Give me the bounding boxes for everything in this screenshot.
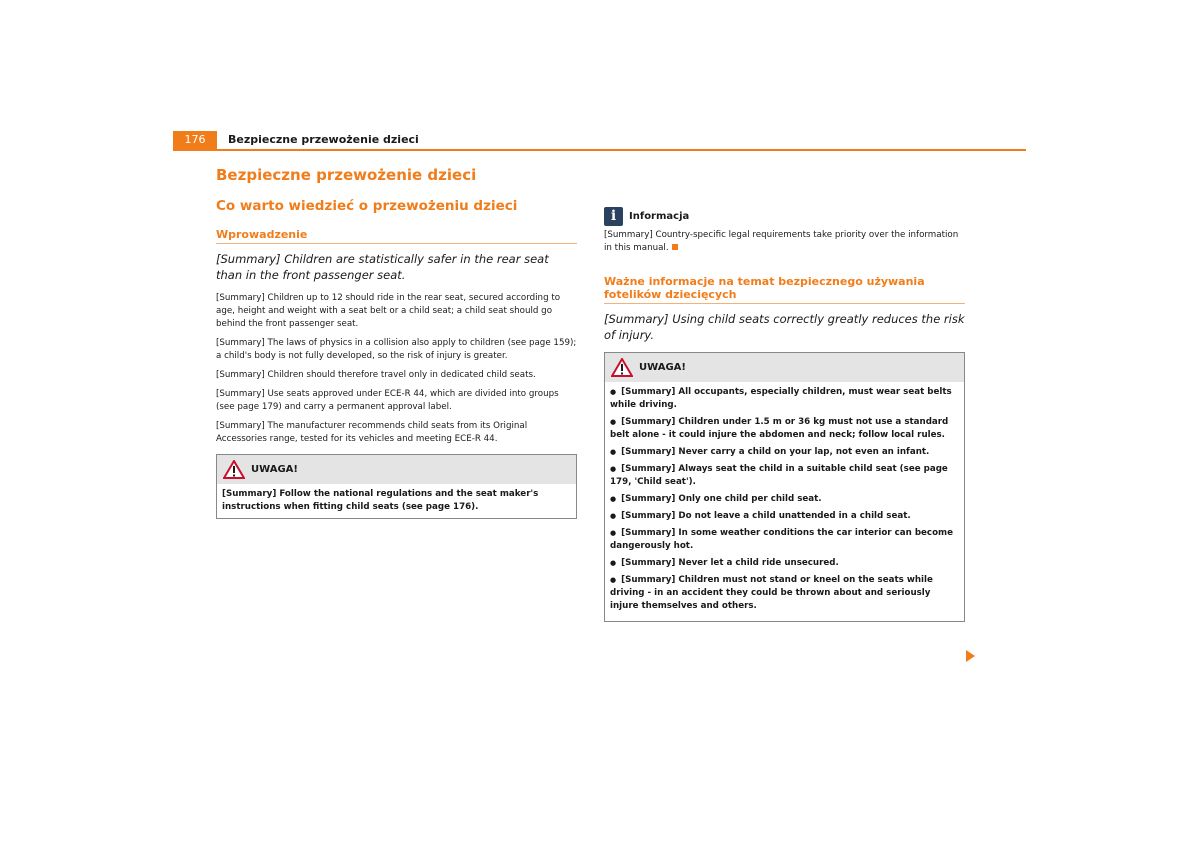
warning-triangle-icon	[611, 358, 633, 377]
body-paragraph: [Summary] Children should therefore travel only in dedicated child seats.	[216, 370, 536, 380]
warning-header	[605, 353, 964, 382]
warning-item: ● [Summary] All occupants, especially children, must wear seat belts while driving.	[610, 386, 959, 412]
warning-box	[216, 454, 577, 519]
warning-triangle-icon	[223, 460, 245, 479]
body-paragraph: [Summary] The laws of physics in a collision also apply to children (see page 159); a child's body is not fully developed, so the risk of injury is greater.	[216, 338, 577, 361]
chapter-title: Bezpieczne przewożenie dzieci	[216, 166, 477, 184]
lead-paragraph: [Summary] Using child seats correctly greatly reduces the risk of injury.	[604, 312, 965, 342]
lead-paragraph: [Summary] Children are statistically safer in the rear seat than in the front passenger seat.	[216, 252, 549, 282]
warning-item: ● [Summary] In some weather conditions the car interior can become dangerously hot.	[610, 527, 959, 553]
running-title: Bezpieczne przewożenie dzieci	[228, 133, 419, 146]
warning-item: ● [Summary] Only one child per child seat.	[610, 493, 959, 506]
warning-text: [Summary] Follow the national regulations and the seat maker's instructions when fitting child seats (see page 176).	[222, 489, 539, 512]
page-header	[173, 131, 1026, 151]
warning-item: ● [Summary] Never let a child ride unsecured.	[610, 557, 959, 570]
subsection-title: Wprowadzenie	[216, 228, 577, 244]
body-paragraph: [Summary] The manufacturer recommends child seats from its Original Accessories range, tested for its vehicles and meeting ECE-R 44.	[216, 421, 528, 444]
body-paragraph: [Summary] Children up to 12 should ride in the rear seat, secured according to age, height and weight with a seat belt or a child seat; a child seat should go behind the front passenger seat.	[216, 293, 561, 329]
warning-item: ● [Summary] Children under 1.5 m or 36 kg must not use a standard belt alone - it could injure the abdomen and neck; follow local rules.	[610, 416, 959, 442]
warning-title: UWAGA!	[639, 362, 686, 373]
warning-item: ● [Summary] Do not leave a child unattended in a child seat.	[610, 510, 959, 523]
warning-item: ● [Summary] Never carry a child on your lap, not even an infant.	[610, 446, 959, 459]
end-of-section-icon	[672, 244, 678, 250]
warning-header	[217, 455, 576, 484]
warning-item: ● [Summary] Children must not stand or kneel on the seats while driving - in an accident they could be thrown about and seriously injure themselves and others.	[610, 574, 959, 613]
warning-box	[604, 352, 965, 622]
next-page-arrow-icon	[966, 650, 975, 662]
subsection-title: Ważne informacje na temat bezpiecznego używania fotelików dziecięcych	[604, 275, 965, 304]
info-paragraph	[604, 229, 965, 255]
info-text: [Summary] Country-specific legal requirements take priority over the information in this manual.	[604, 230, 959, 253]
right-column	[604, 207, 965, 622]
body-paragraph: [Summary] Use seats approved under ECE-R 44, which are divided into groups (see page 179) and carry a permanent approval label.	[216, 389, 559, 412]
left-column	[216, 166, 577, 519]
page-number: 176	[173, 131, 217, 149]
info-title: Informacja	[629, 211, 690, 222]
info-header	[604, 207, 965, 226]
warning-list	[605, 382, 964, 621]
warning-title: UWAGA!	[251, 464, 298, 475]
section-title: Co warto wiedzieć o przewożeniu dzieci	[216, 198, 518, 214]
info-icon: i	[604, 207, 623, 226]
warning-item: ● [Summary] Always seat the child in a suitable child seat (see page 179, 'Child seat').	[610, 463, 959, 489]
